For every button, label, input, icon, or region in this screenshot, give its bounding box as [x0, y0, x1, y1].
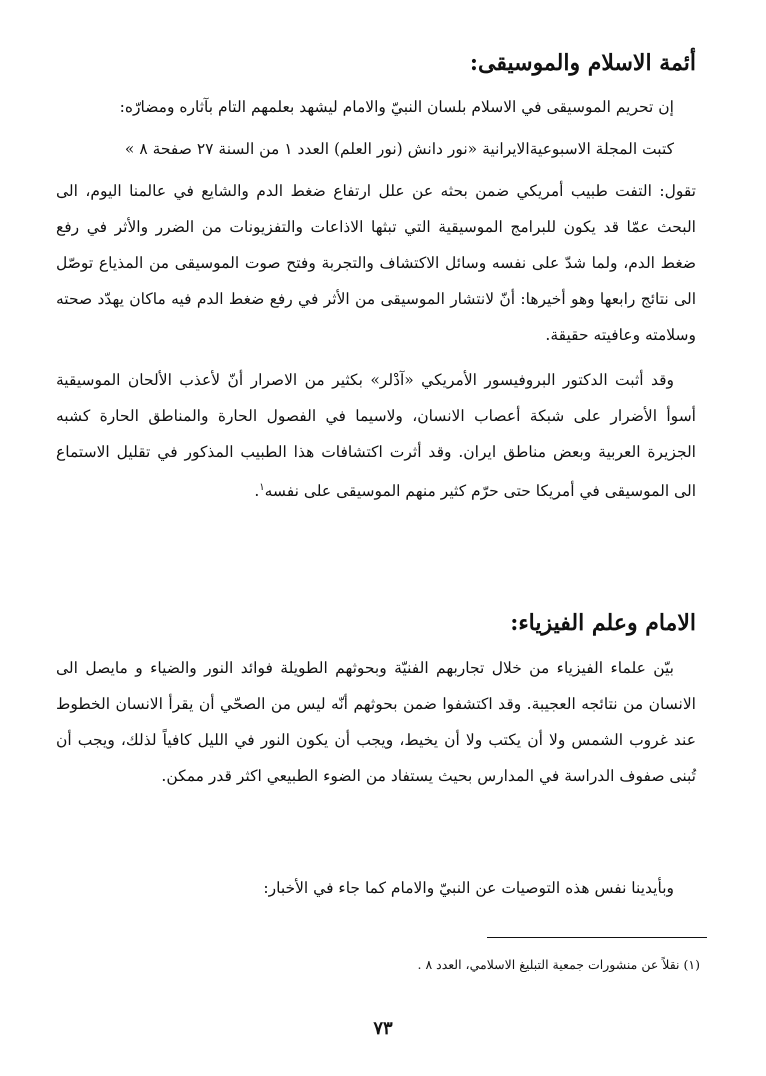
section-heading-music: أئمة الاسلام والموسيقى:	[469, 50, 696, 76]
section-heading-physics: الامام وعلم الفيزياء:	[510, 610, 696, 636]
footnote-divider	[487, 937, 707, 938]
page-number: ٧٣	[373, 1018, 393, 1039]
source-citation: كتبت المجلة الاسبوعيةالايرانية «نور دانش (نور العلم) العدد ١ من السنة ٢٧ صفحة ٨ »	[124, 140, 674, 158]
paragraph-blood-pressure: تقول: التفت طبيب أمريكي ضمن بحثه عن علل ارتفاع ضغط الدم والشايع في عالمنا اليوم، الى البحث عمّا قد يكون للبرامج الموسيقية التي تبثها الاذاعات والتفزيونات من الضرر والأثر في رفع ضغط الدم، ولما شدّ على نفسه وسائل الاكتشاف والتجربة وفتح صوت الموسيقى من المذياع توصّل الى نتائج رابعها وهو أخيرها: أنّ لانتشار الموسيقى من الأثر في رفع ضغط الدم فيه ماكان يهدّد صحته وسلامته وعافيته حقيقة.	[56, 182, 696, 344]
paragraph-adler-text: وقد أثبت الدكتور البروفيسور الأمريكي «آدْلر» بكثير من الاصرار أنّ لأعذب الألحان الموسيقية أسوأ الأضرار على شبكة أعصاب الانسان، ولاسيما في الفصول الحارة والمناطق الحارة كشبه الجزيرة العربية وبعض مناطق ايران. وقد أثرت اكتشافات هذا الطبيب المذكور في تقليل الاستماع الى الموسيقى في أمريكا حتى حرّم كثير منهم الموسيقى على نفسه	[56, 371, 696, 501]
footnote-marker: ١	[259, 482, 265, 493]
paragraph-light: بيّن علماء الفيزياء من خلال تجاربهم الفنيّة وبحوثهم الطويلة فوائد النور والضياء و مايصل الى الانسان من نتائجه العجيبة. وقد اكتشفوا ضمن بحوثهم أنّه ليس من الصحّي أن يقرأ الانسان الخطوط عند غروب الشمس ولا أن يكتب ولا أن يخيط، ويجب أن يكون النور في الليل كافياً لذلك، ويجب أن تُبنى صفوف الدراسة في المدارس بحيث يستفاد من الضوء الطبيعي اكثر قدر ممكن.	[56, 659, 696, 785]
paragraph-recommendations: وبأيدينا نفس هذه التوصيات عن النبيّ والامام كما جاء في الأخبار:	[263, 879, 674, 897]
intro-line: إن تحريم الموسيقى في الاسلام بلسان النبيّ والامام ليشهد بعلمهم التام بآثاره ومضارّه:	[119, 98, 674, 116]
footnote-text: (١) نقلاً عن منشورات جمعية التبليغ الاسلامي، العدد ٨ .	[417, 957, 700, 972]
paragraph-adler: وقد أثبت الدكتور البروفيسور الأمريكي «آدْلر» بكثير من الاصرار أنّ لأعذب الألحان الموسيقية أسوأ الأضرار على شبكة أعصاب الانسان، ولاسيما في الفصول الحارة والمناطق الحارة كشبه الجزيرة العربية وبعض مناطق ايران. وقد أثرت اكتشافات هذا الطبيب المذكور في تقليل الاستماع الى الموسيقى في أمريكا حتى حرّم كثير منهم الموسيقى على نفسه$^١$.	[56, 371, 696, 501]
